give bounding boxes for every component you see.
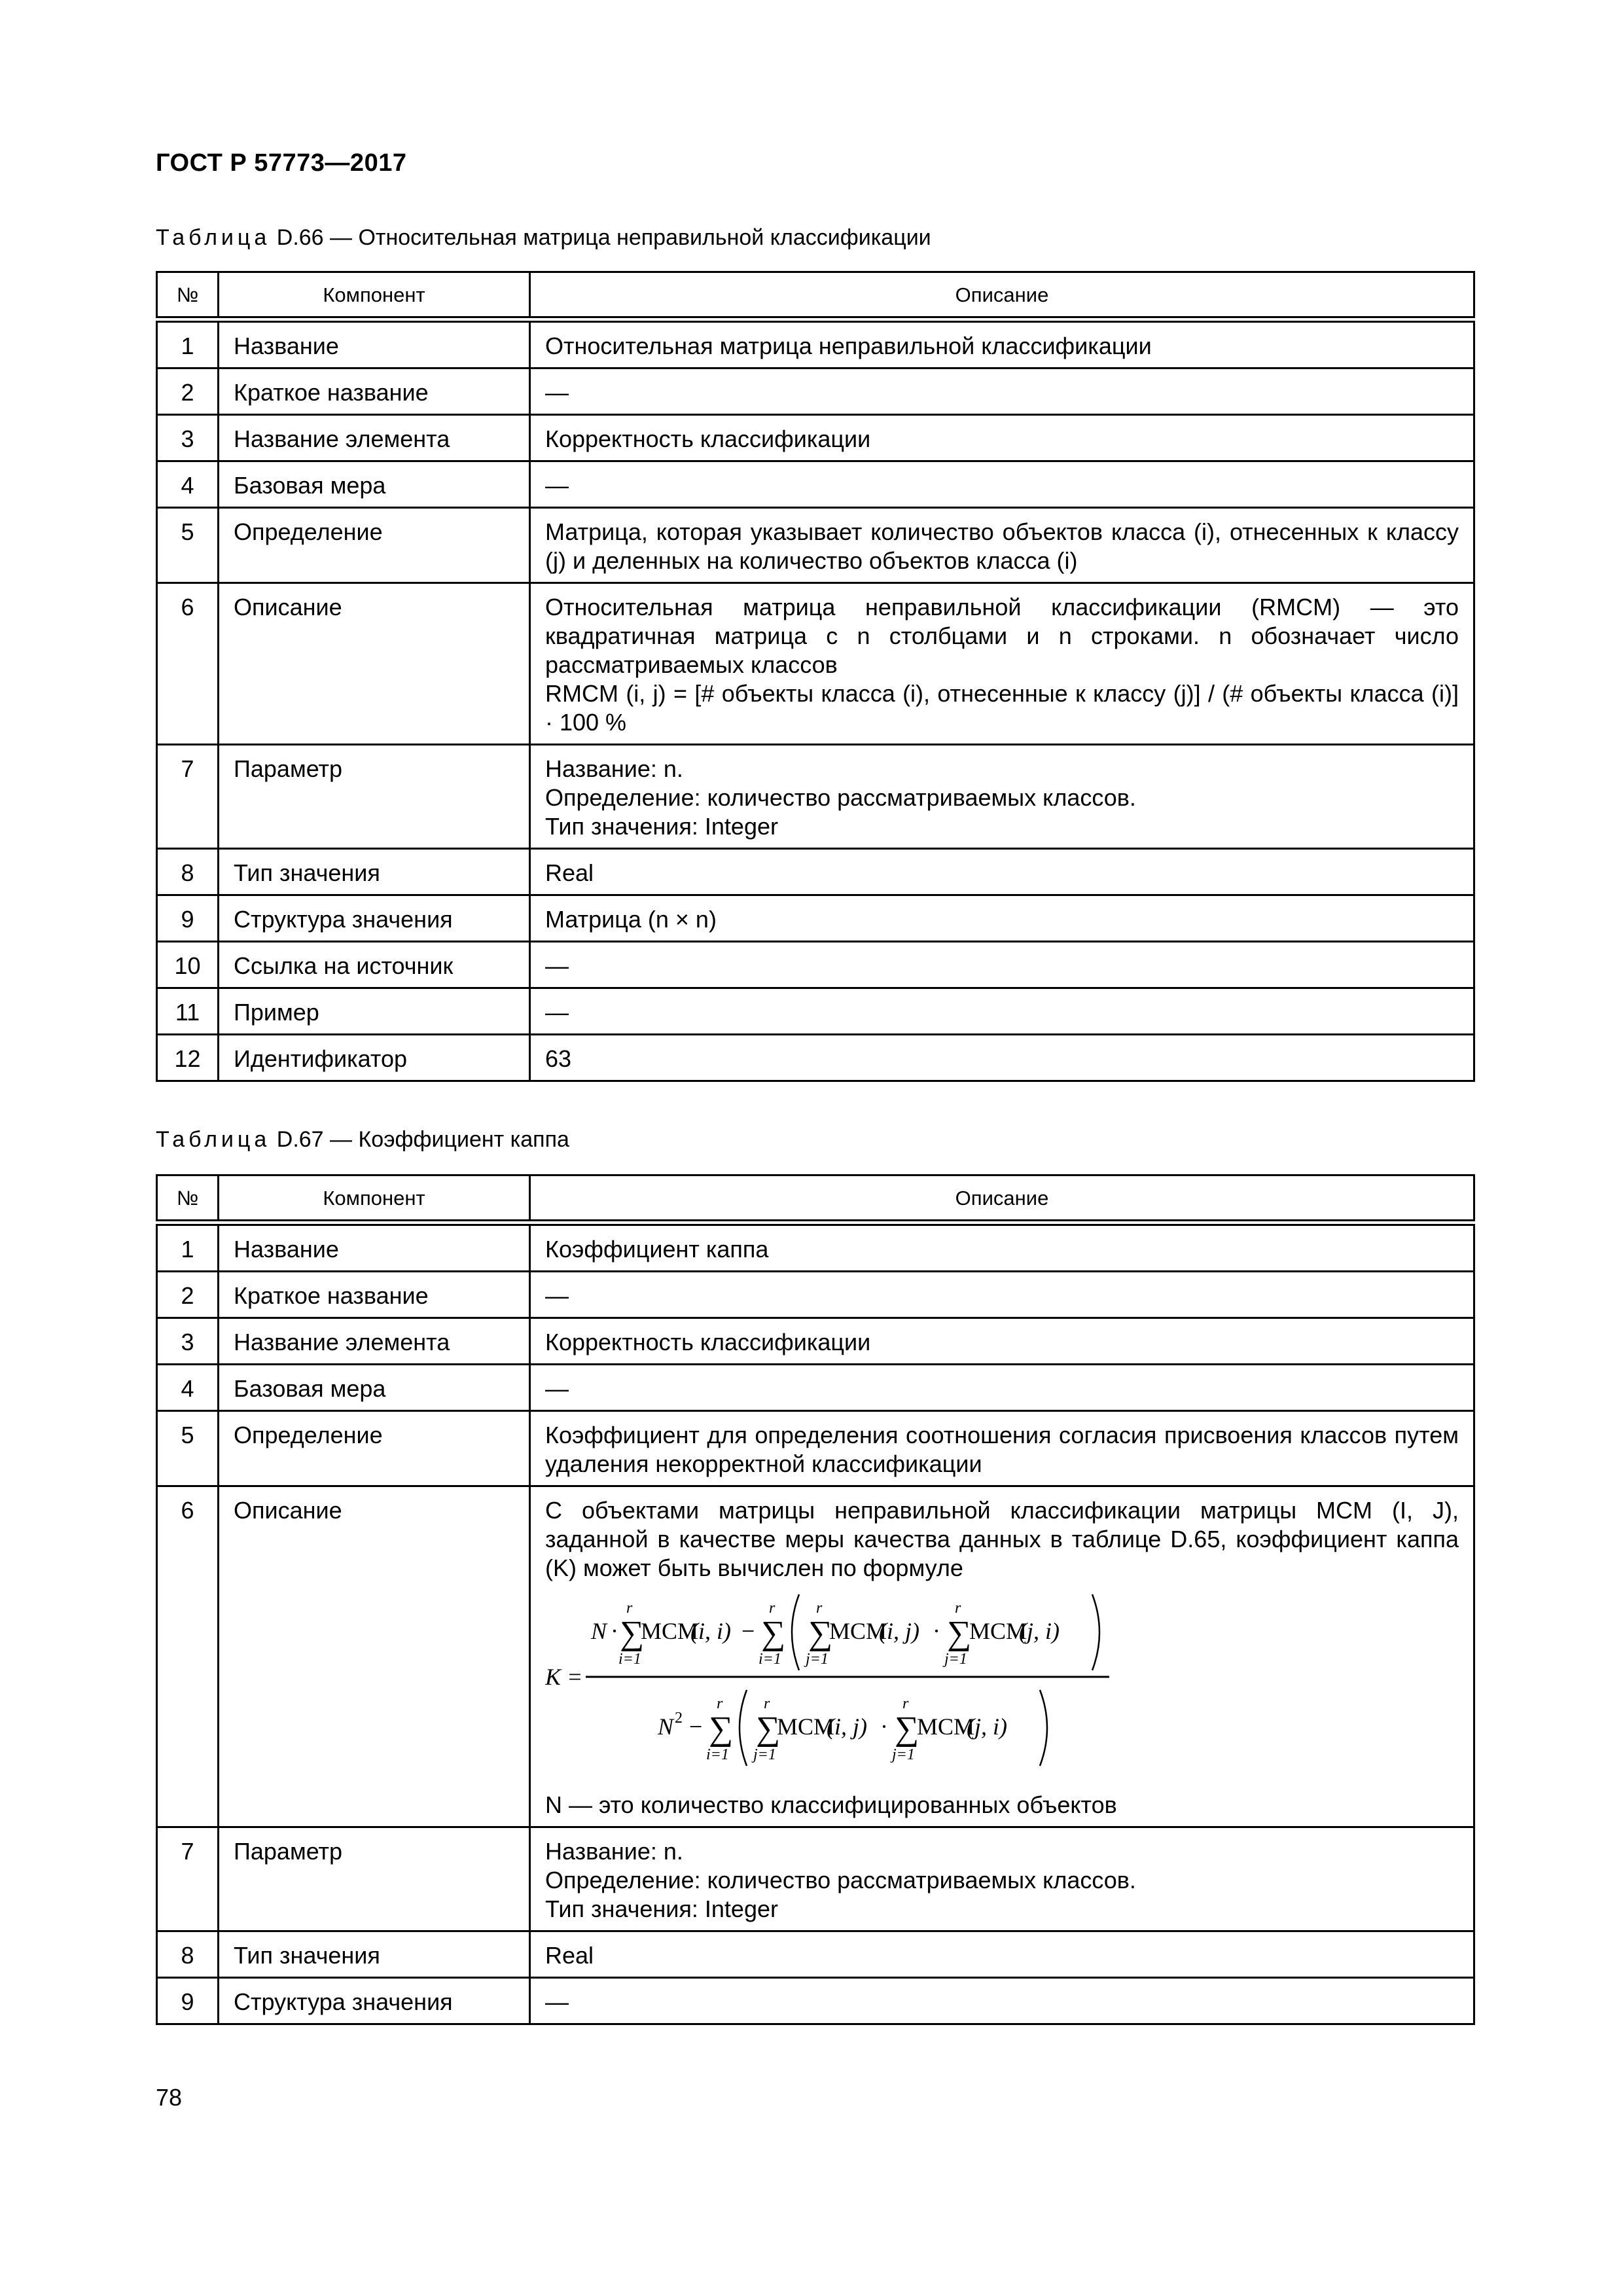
column-header: Компонент <box>219 272 530 320</box>
component-cell: Название <box>219 319 530 368</box>
page-title: ГОСТ Р 57773—2017 <box>156 149 407 177</box>
description-line: Тип значения: Integer <box>545 1895 778 1922</box>
table-row <box>157 1223 1474 1272</box>
sum-upper-limit: r <box>816 1600 823 1617</box>
description-cell: — <box>530 1978 1474 2024</box>
formula-args: (i, i) <box>690 1618 731 1644</box>
description-cell: Корректность классификации <box>530 415 1474 461</box>
component-cell: Тип значения <box>219 1931 530 1978</box>
table-row <box>157 1411 1474 1486</box>
component-cell: Пример <box>219 988 530 1035</box>
description-cell <box>530 1486 1474 1827</box>
table-row <box>157 508 1474 583</box>
row-number: 10 <box>157 942 219 988</box>
caption-text: D.66 — Относительная матрица неправильной классификации <box>276 225 931 250</box>
row-number: 3 <box>157 1318 219 1365</box>
component-cell: Базовая мера <box>219 461 530 508</box>
description-line: Название: n. <box>545 1838 683 1865</box>
description-cell: — <box>530 461 1474 508</box>
right-paren <box>1040 1690 1047 1766</box>
left-paren <box>740 1690 747 1766</box>
sum-upper-limit: r <box>626 1600 633 1617</box>
component-cell: Краткое название <box>219 368 530 415</box>
sum-lower-limit: i=1 <box>618 1651 641 1668</box>
column-header: № <box>157 272 219 320</box>
sum-upper-limit: r <box>764 1695 770 1712</box>
component-cell: Параметр <box>219 1827 530 1931</box>
component-cell: Описание <box>219 583 530 745</box>
component-cell: Базовая мера <box>219 1365 530 1411</box>
sum-lower-limit: i=1 <box>758 1651 781 1668</box>
table-d66 <box>156 271 1475 1082</box>
formula-args: (j, i) <box>967 1713 1007 1740</box>
component-cell: Идентификатор <box>219 1035 530 1081</box>
row-number: 1 <box>157 1223 219 1272</box>
component-cell: Структура значения <box>219 1978 530 2024</box>
row-number: 1 <box>157 319 219 368</box>
component-cell: Название <box>219 1223 530 1272</box>
column-header: Компонент <box>219 1175 530 1223</box>
table-row <box>157 895 1474 942</box>
formula-minus: − <box>689 1713 703 1740</box>
description-cell: — <box>530 368 1474 415</box>
table-row <box>157 1318 1474 1365</box>
table-row <box>157 1978 1474 2024</box>
formula-args: (j, i) <box>1019 1618 1060 1644</box>
row-number: 9 <box>157 1978 219 2024</box>
sum-upper-limit: r <box>955 1600 961 1617</box>
description-cell: — <box>530 1272 1474 1318</box>
row-number: 4 <box>157 1365 219 1411</box>
table-d67 <box>156 1174 1475 2025</box>
row-number: 5 <box>157 508 219 583</box>
table-row <box>157 1827 1474 1931</box>
formula-dot: · <box>880 1713 888 1740</box>
formula-minus: − <box>741 1618 755 1644</box>
description-cell: Real <box>530 1931 1474 1978</box>
description-cell: Real <box>530 849 1474 895</box>
description-cell: — <box>530 988 1474 1035</box>
sum-lower-limit: j=1 <box>753 1746 776 1763</box>
sum-symbol: ∑ <box>895 1710 919 1748</box>
component-cell: Название элемента <box>219 415 530 461</box>
table-row <box>157 1035 1474 1081</box>
formula-var-N: N <box>658 1713 674 1740</box>
sum-symbol: ∑ <box>808 1615 833 1652</box>
table-header-row <box>157 272 1474 320</box>
sum-lower-limit: j=1 <box>892 1746 915 1763</box>
description-text: С объектами матрицы неправильной классификации матрицы MCM (I, J), заданной в качестве меры качества данных в таблице D.65, коэффициент каппа (K) может быть вычислен по формуле <box>545 1497 1459 1581</box>
right-paren <box>1092 1594 1099 1670</box>
sum-symbol: ∑ <box>756 1710 781 1748</box>
row-number: 12 <box>157 1035 219 1081</box>
sum-lower-limit: j=1 <box>806 1651 829 1668</box>
formula-exponent: 2 <box>675 1710 683 1727</box>
table-row <box>157 415 1474 461</box>
description-cell <box>530 583 1474 745</box>
formula-lhs: K = <box>545 1664 583 1690</box>
table-header-row <box>157 1175 1474 1223</box>
row-number: 6 <box>157 583 219 745</box>
row-number: 8 <box>157 849 219 895</box>
table-row <box>157 319 1474 368</box>
description-line: Определение: количество рассматриваемых классов. <box>545 1867 1136 1893</box>
component-cell: Тип значения <box>219 849 530 895</box>
left-paren <box>792 1594 799 1670</box>
sum-symbol: ∑ <box>947 1615 972 1652</box>
column-header: Описание <box>530 1175 1474 1223</box>
table-row <box>157 988 1474 1035</box>
description-cell: — <box>530 1365 1474 1411</box>
formula-var-N: N <box>591 1618 607 1644</box>
description-cell: — <box>530 942 1474 988</box>
component-cell: Ссылка на источник <box>219 942 530 988</box>
table-caption <box>156 1127 569 1153</box>
row-number: 3 <box>157 415 219 461</box>
description-cell: Относительная матрица неправильной классификации <box>530 319 1474 368</box>
row-number: 7 <box>157 745 219 849</box>
table-row <box>157 1931 1474 1978</box>
row-number: 2 <box>157 1272 219 1318</box>
component-cell: Название элемента <box>219 1318 530 1365</box>
component-cell: Описание <box>219 1486 530 1827</box>
row-number: 7 <box>157 1827 219 1931</box>
description-line: Определение: количество рассматриваемых классов. <box>545 784 1136 811</box>
formula-mcm: MCM <box>777 1713 835 1740</box>
formula-dot: · <box>933 1618 940 1644</box>
sum-lower-limit: j=1 <box>944 1651 967 1668</box>
sum-lower-limit: i=1 <box>706 1746 729 1763</box>
row-number: 4 <box>157 461 219 508</box>
table-row <box>157 1486 1474 1827</box>
description-cell <box>530 1827 1474 1931</box>
caption-prefix: Таблица <box>156 225 271 250</box>
column-header: № <box>157 1175 219 1223</box>
table-row <box>157 849 1474 895</box>
table-row <box>157 1272 1474 1318</box>
description-line: Тип значения: Integer <box>545 813 778 840</box>
formula-mcm: MCM <box>917 1713 975 1740</box>
component-cell: Краткое название <box>219 1272 530 1318</box>
caption-prefix: Таблица <box>156 1127 271 1152</box>
description-cell: Коэффициент для определения соотношения согласия присвоения классов путем удаления некорректной классификации <box>530 1411 1474 1486</box>
sum-symbol: ∑ <box>761 1615 786 1652</box>
formula-footnote: N — это количество классифицированных объектов <box>545 1791 1117 1818</box>
formula-args: (i, j) <box>879 1618 919 1644</box>
formula-args: (i, j) <box>827 1713 867 1740</box>
table-row <box>157 461 1474 508</box>
table-row <box>157 1365 1474 1411</box>
table-caption <box>156 225 931 251</box>
table-row <box>157 745 1474 849</box>
description-line: Название: n. <box>545 755 683 782</box>
component-cell: Параметр <box>219 745 530 849</box>
sum-symbol: ∑ <box>620 1615 645 1652</box>
sum-upper-limit: r <box>717 1695 723 1712</box>
table-row <box>157 942 1474 988</box>
description-line: RMCM (i, j) = [# объекты класса (i), отнесенные к классу (j)] / (# объекты класса (i)] · 100 % <box>545 680 1459 736</box>
row-number: 9 <box>157 895 219 942</box>
row-number: 8 <box>157 1931 219 1978</box>
description-cell: Матрица (n × n) <box>530 895 1474 942</box>
description-cell: Коэффициент каппа <box>530 1223 1474 1272</box>
kappa-formula <box>545 1587 1459 1787</box>
row-number: 5 <box>157 1411 219 1486</box>
column-header: Описание <box>530 272 1474 320</box>
formula-mcm: MCM <box>969 1618 1027 1644</box>
description-cell: Корректность классификации <box>530 1318 1474 1365</box>
description-cell: 63 <box>530 1035 1474 1081</box>
table-row <box>157 368 1474 415</box>
formula-mcm: MCM <box>829 1618 887 1644</box>
description-line: Относительная матрица неправильной классификации (RMCM) — это квадратичная матрица с n столбцами и n строками. n обозначает число рассматриваемых классов <box>545 594 1459 678</box>
component-cell: Определение <box>219 1411 530 1486</box>
row-number: 2 <box>157 368 219 415</box>
row-number: 11 <box>157 988 219 1035</box>
row-number: 6 <box>157 1486 219 1827</box>
table-row <box>157 583 1474 745</box>
formula-mcm: MCM <box>641 1618 699 1644</box>
component-cell: Определение <box>219 508 530 583</box>
page-number: 78 <box>156 2084 183 2111</box>
caption-text: D.67 — Коэффициент каппа <box>276 1127 569 1152</box>
sum-upper-limit: r <box>902 1695 909 1712</box>
formula-dot: · <box>611 1618 618 1644</box>
description-cell: Матрица, которая указывает количество объектов класса (i), отнесенных к классу (j) и деленных на количество объектов класса (i) <box>530 508 1474 583</box>
kappa-formula-svg <box>545 1587 1474 1787</box>
sum-upper-limit: r <box>769 1600 776 1617</box>
component-cell: Структура значения <box>219 895 530 942</box>
description-cell <box>530 745 1474 849</box>
sum-symbol: ∑ <box>709 1710 734 1748</box>
